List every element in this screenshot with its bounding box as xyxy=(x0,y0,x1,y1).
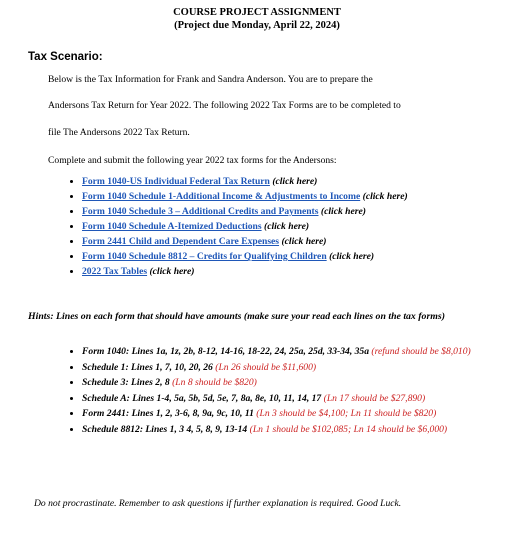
hint-note: (Ln 3 should be $4,100; Ln 11 should be $820) xyxy=(256,408,437,419)
due-date: (Project due Monday, April 22, 2024) xyxy=(174,20,340,31)
click-note: (click here) xyxy=(264,221,310,232)
form-1040-link[interactable]: Form 1040-US Individual Federal Tax Return xyxy=(82,176,270,187)
tax-forms-list xyxy=(62,174,512,279)
schedule-1-link[interactable]: Form 1040 Schedule 1-Additional Income & Adjustments to Income xyxy=(82,191,361,202)
scenario-text-2: Andersons Tax Return for Year 2022. The following 2022 Tax Forms are to be completed to xyxy=(48,100,401,111)
hint-note: (Ln 1 should be $102,085; Ln 14 should be $6,000) xyxy=(249,423,448,435)
list-item xyxy=(82,264,512,279)
hint-note: (Ln 26 should be $11,600) xyxy=(215,361,317,373)
scenario-text-3: file The Andersons 2022 Tax Return. xyxy=(48,127,190,138)
hint-label: Form 1040: Lines 1a, 1z, 2b, 8-12, 14-16, 18-22, 24, 25a, 25d, 33-34, 35a xyxy=(82,346,370,357)
list-item xyxy=(82,189,512,204)
scenario-text-4: Complete and submit the following year 2022 tax forms for the Andersons: xyxy=(48,155,337,166)
tax-tables-link[interactable]: 2022 Tax Tables xyxy=(82,266,148,277)
click-note: (click here) xyxy=(362,191,408,202)
list-item xyxy=(82,234,512,249)
click-note: (click here) xyxy=(320,206,366,217)
list-item xyxy=(82,346,482,359)
hint-note: (Ln 17 should be $27,890) xyxy=(323,392,426,404)
scenario-text-1: Below is the Tax Information for Frank and Sandra Anderson. You are to prepare the xyxy=(48,74,373,85)
click-note: (click here) xyxy=(281,236,327,247)
click-note: (click here) xyxy=(329,251,375,262)
list-item xyxy=(82,362,482,375)
assignment-title: COURSE PROJECT ASSIGNMENT xyxy=(173,7,341,18)
list-item xyxy=(82,204,512,219)
hint-label: Schedule 3: Lines 2, 8 xyxy=(82,377,170,388)
list-item xyxy=(82,408,482,421)
schedule-a-link[interactable]: Form 1040 Schedule A-Itemized Deductions xyxy=(82,221,262,232)
hint-label: Form 2441: Lines 1, 2, 3-6, 8, 9a, 9c, 10, 11 xyxy=(82,408,254,419)
hint-label: Schedule 8812: Lines 1, 3 4, 5, 8, 9, 13-14 xyxy=(82,423,248,435)
hint-note: (Ln 8 should be $820) xyxy=(172,377,257,388)
click-note: (click here) xyxy=(149,266,195,277)
click-note: (click here) xyxy=(272,176,318,187)
scenario-heading: Tax Scenario: xyxy=(28,51,103,63)
schedule-3-link[interactable]: Form 1040 Schedule 3 – Additional Credits and Payments xyxy=(82,206,319,217)
list-item xyxy=(82,424,482,437)
form-2441-link[interactable]: Form 2441 Child and Dependent Care Expenses xyxy=(82,236,280,247)
list-item xyxy=(82,393,482,406)
hint-note: (refund should be $8,010) xyxy=(371,346,471,357)
hint-label: Schedule 1: Lines 1, 7, 10, 20, 26 xyxy=(82,361,213,373)
list-item xyxy=(82,249,512,264)
hint-label: Schedule A: Lines 1-4, 5a, 5b, 5d, 5e, 7, 8a, 8e, 10, 11, 14, 17 xyxy=(82,392,322,404)
hints-list xyxy=(62,346,482,439)
schedule-8812-link[interactable]: Form 1040 Schedule 8812 – Credits for Qualifying Children xyxy=(82,251,327,262)
assignment-header xyxy=(0,6,514,32)
list-item xyxy=(82,377,482,390)
hints-heading: Hints: Lines on each form that should have amounts (make sure your read each lines on the tax forms) xyxy=(28,311,445,322)
list-item xyxy=(82,219,512,234)
closing-note: Do not procrastinate. Remember to ask questions if further explanation is required. Good Luck. xyxy=(34,498,402,509)
list-item xyxy=(82,174,512,189)
